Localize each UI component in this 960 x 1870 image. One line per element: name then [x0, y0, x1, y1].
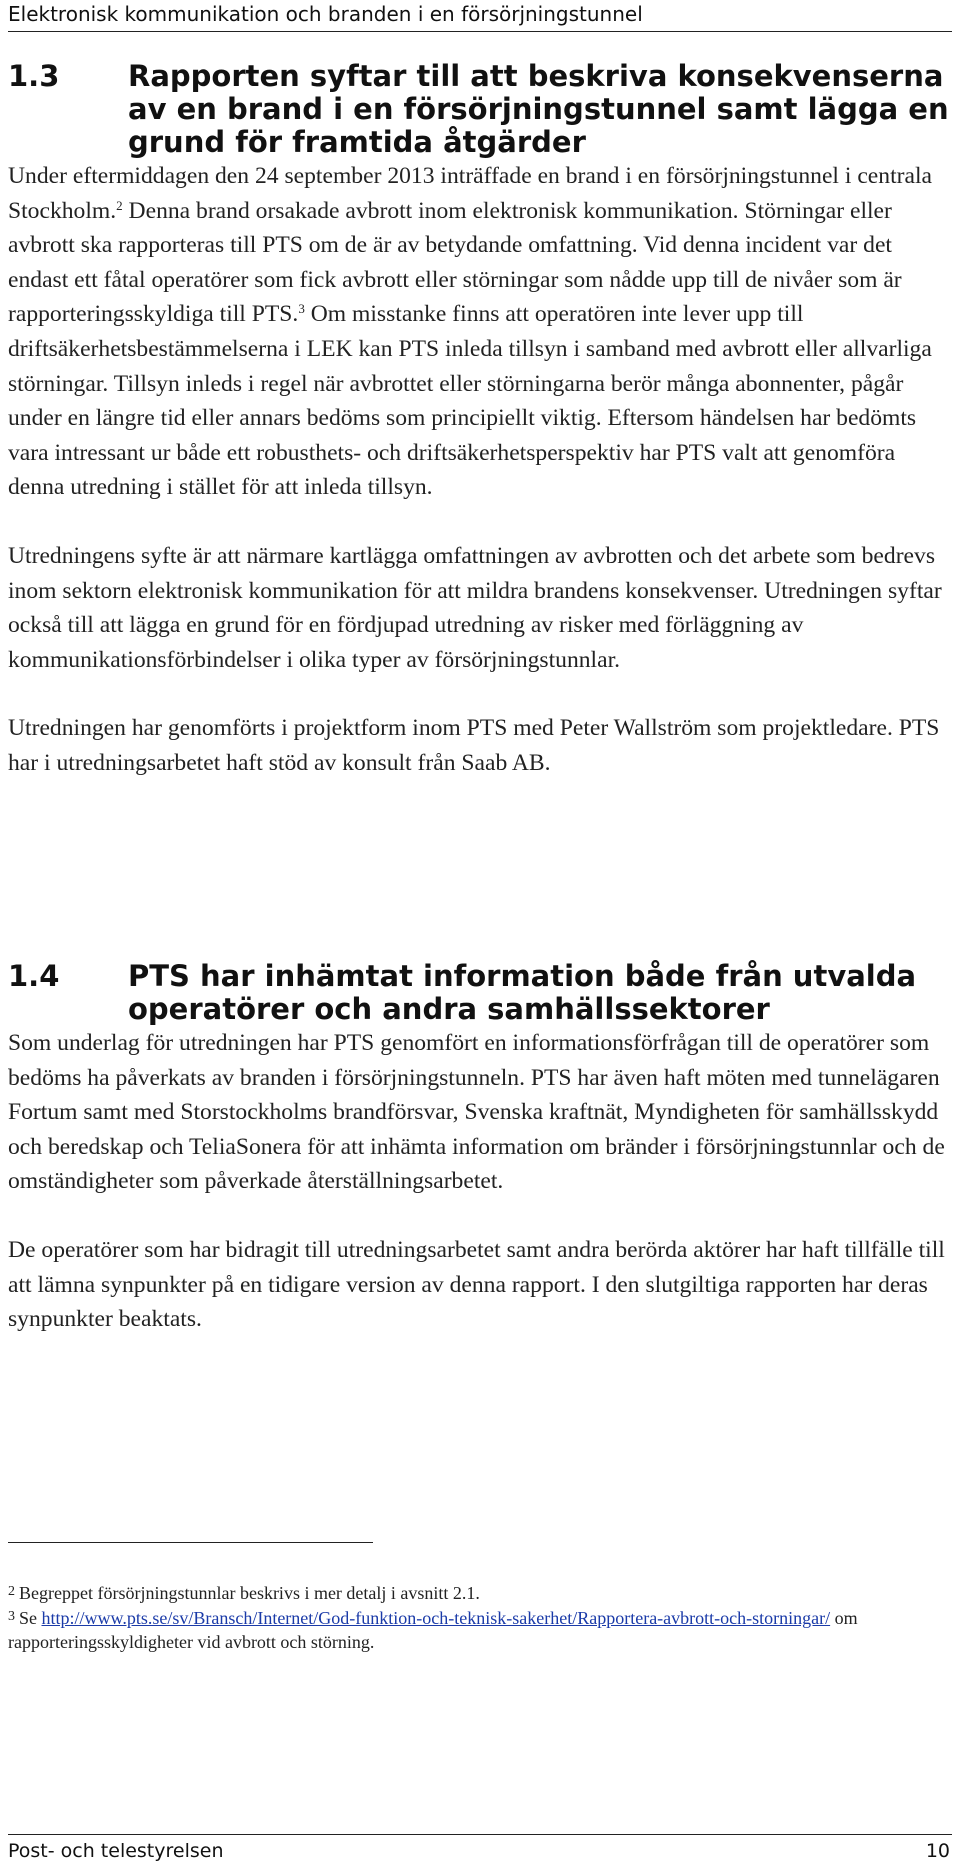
section-number: 1.4	[8, 959, 60, 993]
section-1-4	[8, 960, 952, 1337]
footer-rule	[8, 1834, 952, 1835]
footnote-3	[8, 1605, 952, 1654]
paragraph: Utredningens syfte är att närmare kartlägga omfattningen av avbrotten och det arbete som bedrevs inom sektorn elektronisk kommunikation för att mildra brandens konsekvenser. Utredningen syftar också till att lägga en grund för en fördjupad utredning av risker med förläggning av kommunikationsförbindelser i olika typer av försörjningstunnlar.	[8, 542, 942, 673]
section-heading	[8, 960, 952, 1026]
section-title: PTS har inhämtat information både från utvalda operatörer och andra samhällssektorer	[128, 959, 917, 1026]
page-number: 10	[925, 1840, 950, 1862]
footnote-2	[8, 1580, 952, 1605]
footnote-separator	[8, 1542, 373, 1543]
paragraph-text: Under eftermiddagen den 24 september 2013 inträffade en brand i en försörjningstunnel i centrala Stockholm.	[8, 163, 932, 224]
footnote-text: Begreppet försörjningstunnlar beskrivs i mer detalj i avsnitt 2.1.	[19, 1583, 480, 1603]
paragraph: Som underlag för utredningen har PTS genomfört en informationsförfrågan till de operatörer som bedöms ha påverkats av branden i försörjningstunneln. PTS har även haft möten med tunnelägaren Fortum samt med Storstockholms brandförsvar, Svenska kraftnät, Myndigheten för samhällsskydd och beredskap och TeliaSonera för att inhämta information om bränder i försörjningstunnlar och de omständigheter som påverkade återställningsarbetet.	[8, 1030, 945, 1195]
paragraph: Utredningen har genomförts i projektform inom PTS med Peter Wallström som projektledare. PTS har i utredningsarbetet haft stöd av konsult från Saab AB.	[8, 715, 940, 776]
running-header: Elektronisk kommunikation och branden i en försörjningstunnel	[8, 2, 643, 26]
footnote-reference[interactable]: 2	[116, 197, 123, 213]
section-heading	[8, 60, 952, 159]
header-rule	[8, 31, 952, 32]
paragraph	[8, 159, 952, 505]
footnote-number: 3	[8, 1609, 15, 1624]
paragraph: De operatörer som har bidragit till utredningsarbetet samt andra berörda aktörer har haft tillfälle till att lämna synpunkter på en tidigare version av denna rapport. I den slutgiltiga rapporten har deras synpunkter beaktats.	[8, 1236, 945, 1333]
paragraph-text: Om misstanke finns att operatören inte lever upp till driftsäkerhetsbestämmelserna i LEK kan PTS inleda tillsyn i samband med avbrott eller allvarliga störningar. Tillsyn inleds i regel när avbrottet eller störningarna berör många abonnenter, pågår under en längre tid eller annars bedöms som principiellt viktig. Eftersom händelsen har bedömts vara intressant ur både ett robusthets- och driftsäkerhetsperspektiv har PTS valt att genomföra denna utredning i stället för att inleda tillsyn.	[8, 301, 932, 501]
footnote-link[interactable]: http://www.pts.se/sv/Bransch/Internet/God-funktion-och-teknisk-sakerhet/Rapportera-avbrott-och-storningar/	[41, 1608, 831, 1628]
section-title: Rapporten syftar till att beskriva konsekvenserna av en brand i en försörjningstunnel samt lägga en grund för framtida åtgärder	[128, 59, 949, 159]
footer-publisher: Post- och telestyrelsen	[8, 1840, 224, 1862]
paragraph-text: Denna brand orsakade avbrott inom elektronisk kommunikation. Störningar eller avbrott ska rapporteras till PTS om de är av betydande omfattning. Vid denna incident var det endast ett fåtal operatörer som fick avbrott eller störningar som nådde upp till de nivåer som är rapporteringsskyldiga till PTS.	[8, 197, 902, 328]
footnote-text: om rapporteringsskyldigheter vid avbrott och störning.	[8, 1608, 858, 1652]
footnote-reference[interactable]: 3	[298, 301, 305, 317]
footnotes	[8, 1580, 952, 1654]
section-1-3	[8, 60, 952, 781]
footnote-text: Se	[19, 1608, 42, 1628]
footnote-number: 2	[8, 1584, 15, 1599]
section-number: 1.3	[8, 59, 60, 93]
